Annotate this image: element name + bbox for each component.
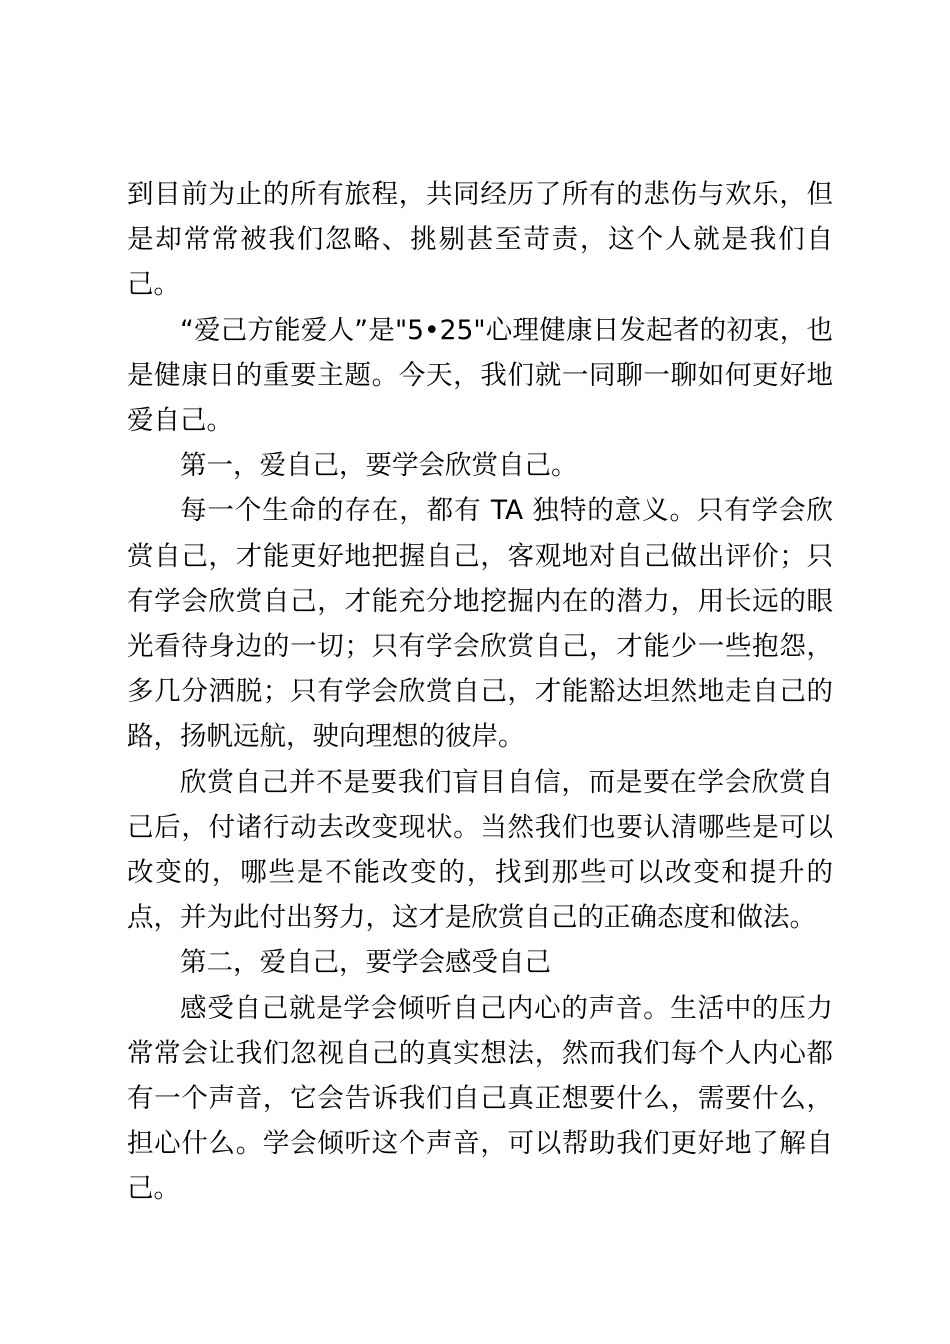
paragraph-appreciate-action: 欣赏自己并不是要我们盲目自信，而是要在学会欣赏自己后，付诸行动去改变现状。当然我们也要认清哪些是可以改变的，哪些是不能改变的，找到那些可以改变和提升的点，并为此付出努力，这才是欣赏自己的正确态度和做法。 [127,766,833,934]
paragraph-appreciate-meaning: 每一个生命的存在，都有 TA 独特的意义。只有学会欣赏自己，才能更好地把握自己，客观地对自己做出评价；只有学会欣赏自己，才能充分地挖掘内在的潜力，用长远的眼光看待身边的一切；只有学会欣赏自己，才能少一些抱怨，多几分洒脱；只有学会欣赏自己，才能豁达坦然地走自己的路，扬帆远航，驶向理想的彼岸。 [127,495,833,753]
document-body [127,172,833,1212]
paragraph-feel-listen: 感受自己就是学会倾听自己内心的声音。生活中的压力常常会让我们忽视自己的真实想法，然而我们每个人内心都有一个声音，它会告诉我们自己真正想要什么，需要什么，担心什么。学会倾听这个声音，可以帮助我们更好地了解自己。 [127,992,833,1205]
paragraph-intro-continued: 到目前为止的所有旅程，共同经历了所有的悲伤与欢乐，但是却常常被我们忽略、挑剔甚至苛责，这个人就是我们自己。 [127,179,833,301]
paragraph-theme: “爱己方能爱人”是"5•25"心理健康日发起者的初衷，也是健康日的重要主题。今天，我们就一同聊一聊如何更好地爱自己。 [127,314,833,437]
section-heading-feel: 第二，爱自己，要学会感受自己 [180,947,551,979]
section-heading-appreciate: 第一，爱自己，要学会欣赏自己。 [180,450,578,482]
